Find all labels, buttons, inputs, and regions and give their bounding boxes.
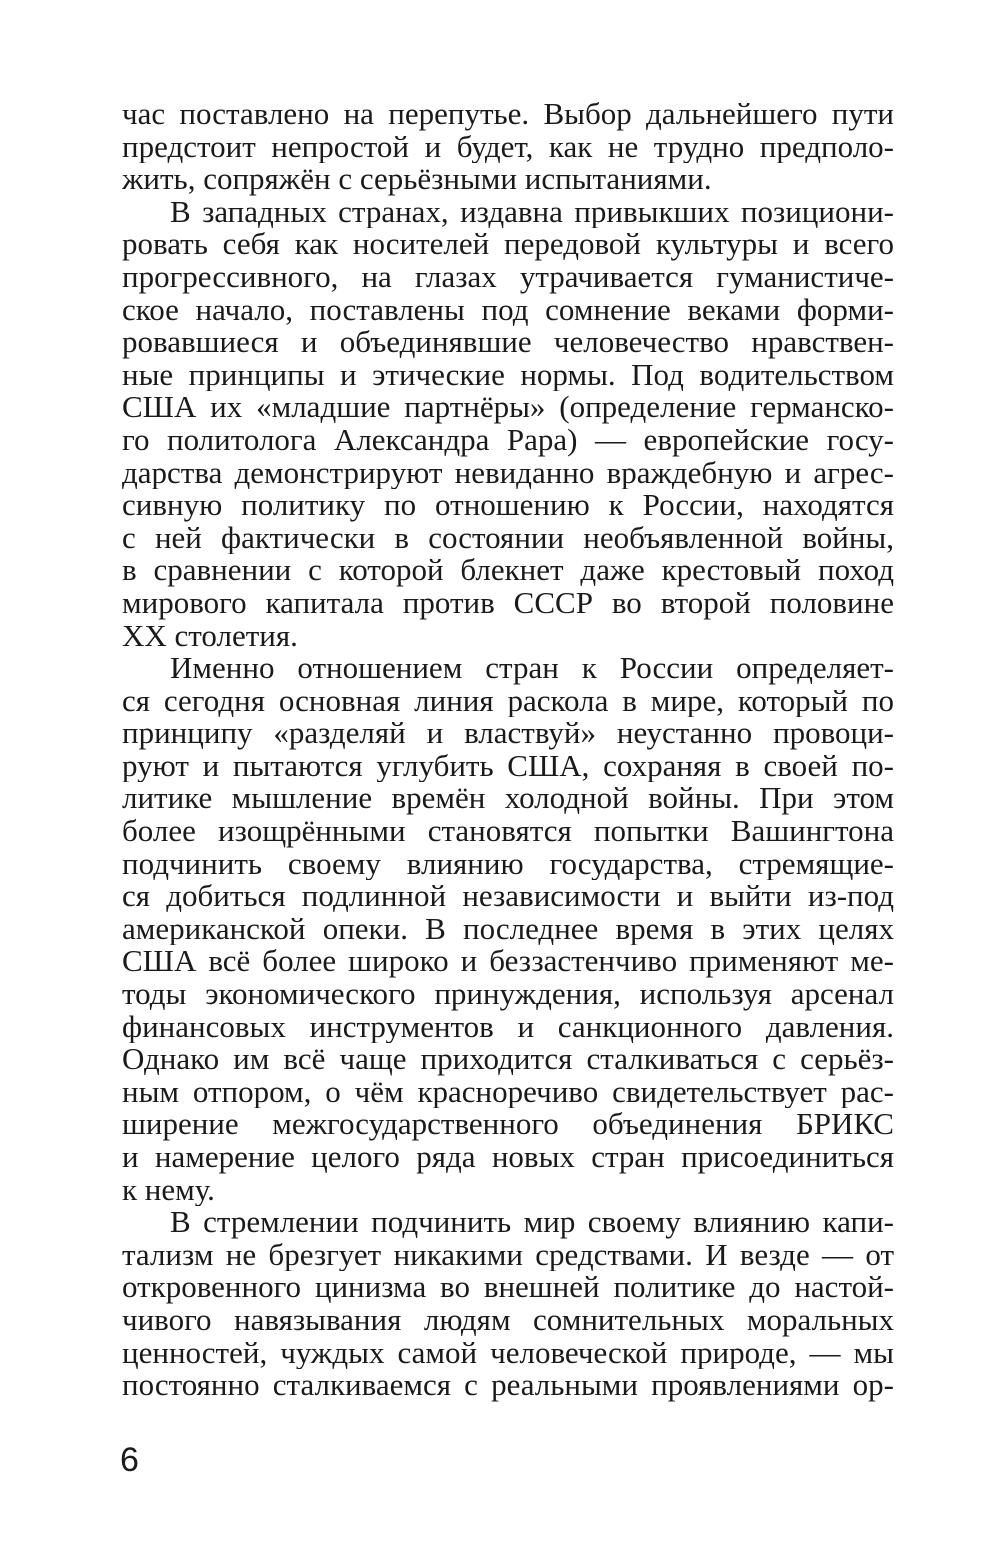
text-line: чивого навязывания людям сомнительных моральных: [122, 1303, 894, 1337]
text-line: в сравнении с которой блекнет даже крестовый поход: [122, 554, 894, 587]
text-line: сивную политику по отношению к России, находятся: [122, 489, 894, 522]
text-line: руют и пытаются углубить США, сохраняя в своей по-: [122, 749, 894, 783]
text-line: В стремлении подчинить мир своему влиянию капи-: [170, 1206, 894, 1239]
text-line: дарства демонстрируют невиданно враждебную и агрес-: [122, 456, 894, 490]
text-line: американской опеки. В последнее время в этих целях: [122, 912, 894, 946]
text-line: мирового капитала против СССР во второй половине: [122, 586, 894, 620]
text-line: В западных странах, издавна привыкших позициони-: [170, 195, 894, 229]
text-line: ровать себя как носителей передовой культуры и всего: [122, 228, 894, 261]
paragraph: [122, 196, 894, 652]
text-line: с ней фактически в состоянии необъявленной войны,: [122, 521, 894, 555]
paragraph: [122, 98, 894, 196]
text-line: тоды экономического принуждения, используя арсенал: [122, 978, 894, 1011]
text-line: предстоит непростой и будет, как не трудно предполо-: [122, 130, 894, 164]
text-line: Именно отношением стран к России определяет-: [170, 652, 894, 685]
text-line: подчинить своему влиянию государства, стремящие-: [122, 847, 894, 881]
text-line: финансовых инструментов и санкционного давления.: [122, 1010, 894, 1044]
text-line: ское начало, поставлены под сомнение веками форми-: [122, 293, 894, 327]
text-line: принципу «разделяй и властвуй» неустанно провоци-: [122, 717, 894, 750]
text-line: к нему.: [122, 1173, 215, 1207]
text-line: литике мышление времён холодной войны. При этом: [122, 782, 894, 816]
text-line: и намерение целого ряда новых стран присоединиться: [122, 1141, 894, 1174]
text-line: ся сегодня основная линия раскола в мире, который по: [122, 684, 894, 718]
text-line: ширение межгосударственного объединения БРИКС: [122, 1108, 894, 1141]
paragraph: [122, 652, 894, 1206]
text-line: ным отпором, о чём красноречиво свидетельствует рас-: [122, 1075, 894, 1109]
text-line: жить, сопряжён с серьёзными испытаниями.: [122, 163, 712, 196]
text-line: го политолога Александра Рара) — европейские госу-: [122, 423, 894, 457]
text-line: ценностей, чуждых самой человеческой природе, — мы: [122, 1336, 894, 1370]
text-line: постоянно сталкиваемся с реальными проявлениями ор-: [122, 1369, 894, 1402]
text-line: ровавшиеся и объединявшие человечество нравствен-: [122, 326, 894, 359]
paragraph: [122, 1206, 894, 1402]
text-line: США их «младшие партнёры» (определение германско-: [122, 391, 894, 424]
body-text: [122, 98, 894, 1402]
text-line: ные принципы и этические нормы. Под водительством: [122, 358, 894, 392]
text-line: Однако им всё чаще приходится сталкиваться с серьёз-: [122, 1043, 894, 1076]
text-line: час поставлено на перепутье. Выбор дальнейшего пути: [122, 98, 894, 131]
text-line: более изощрёнными становятся попытки Вашингтона: [122, 815, 894, 848]
text-line: откровенного цинизма во внешней политике до настой-: [122, 1271, 894, 1304]
text-line: США всё более широко и беззастенчиво применяют ме-: [122, 945, 894, 979]
text-line: прогрессивного, на глазах утрачивается гуманистиче-: [122, 260, 894, 294]
text-line: ся добиться подлинной независимости и выйти из-под: [122, 880, 894, 913]
text-line: тализм не брезгует никакими средствами. И везде — от: [122, 1238, 894, 1272]
page-number: 6: [120, 1441, 139, 1479]
text-line: XX столетия.: [122, 619, 298, 653]
